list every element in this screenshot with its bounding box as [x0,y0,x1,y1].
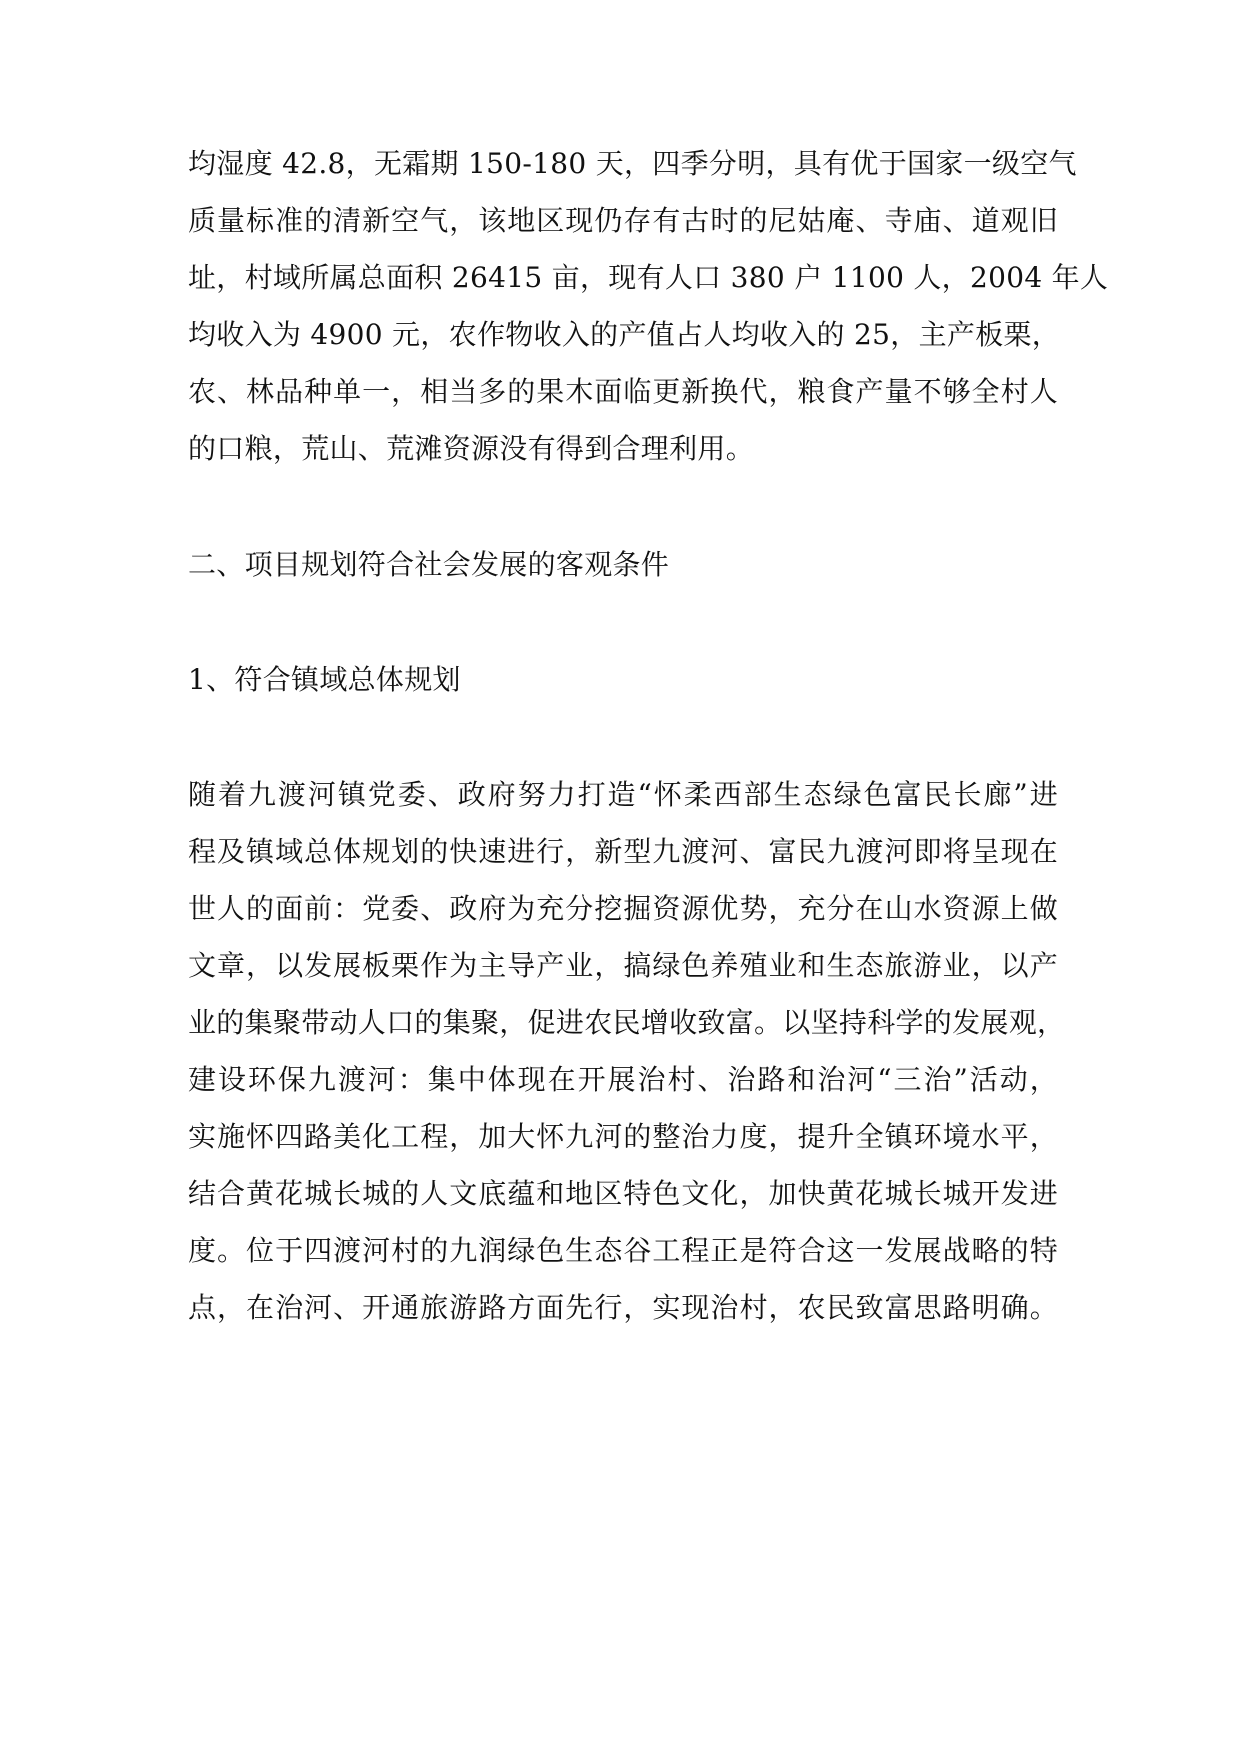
paragraph-line: 均收入为 4900 元，农作物收入的产值占人均收入的 25，主产板栗， [188,318,1061,351]
subsection-heading: 1、符合镇域总体规划 [188,663,461,696]
paragraph-line: 均湿度 42.8，无霜期 150-180 天，四季分明，具有优于国家一级空气 [188,147,1077,180]
paragraph-line: 文章，以发展板栗作为主导产业，搞绿色养殖业和生态旅游业，以产 [188,949,1058,982]
paragraph-line: 结合黄花城长城的人文底蕴和地区特色文化，加快黄花城长城开发进 [188,1177,1058,1210]
paragraph-line: 度。位于四渡河村的九润绿色生态谷工程正是符合这一发展战略的特 [188,1234,1058,1267]
paragraph-line: 世人的面前：党委、政府为充分挖掘资源优势，充分在山水资源上做 [188,892,1058,925]
paragraph-line: 农、林品种单一，相当多的果木面临更新换代，粮食产量不够全村人 [188,375,1058,408]
paragraph-line: 址，村域所属总面积 26415 亩，现有人口 380 户 1100 人，2004 年人 [188,261,1109,294]
paragraph-line: 业的集聚带动人口的集聚，促进农民增收致富。以坚持科学的发展观， [188,1006,1066,1039]
paragraph-line: 程及镇域总体规划的快速进行，新型九渡河、富民九渡河即将呈现在 [188,835,1058,868]
paragraph-line: 实施怀四路美化工程，加大怀九河的整治力度，提升全镇环境水平， [188,1120,1058,1153]
paragraph-line: 质量标准的清新空气，该地区现仍存有古时的尼姑庵、寺庙、道观旧 [188,204,1058,237]
paragraph-line: 的口粮，荒山、荒滩资源没有得到合理利用。 [188,432,755,465]
paragraph-line: 随着九渡河镇党委、政府努力打造“怀柔西部生态绿色富民长廊”进 [188,778,1058,811]
section-heading: 二、项目规划符合社会发展的客观条件 [188,548,670,581]
paragraph-line: 建设环保九渡河：集中体现在开展治村、治路和治河“三治”活动， [188,1063,1058,1096]
paragraph-line: 点，在治河、开通旅游路方面先行，实现治村，农民致富思路明确。 [188,1291,1058,1324]
